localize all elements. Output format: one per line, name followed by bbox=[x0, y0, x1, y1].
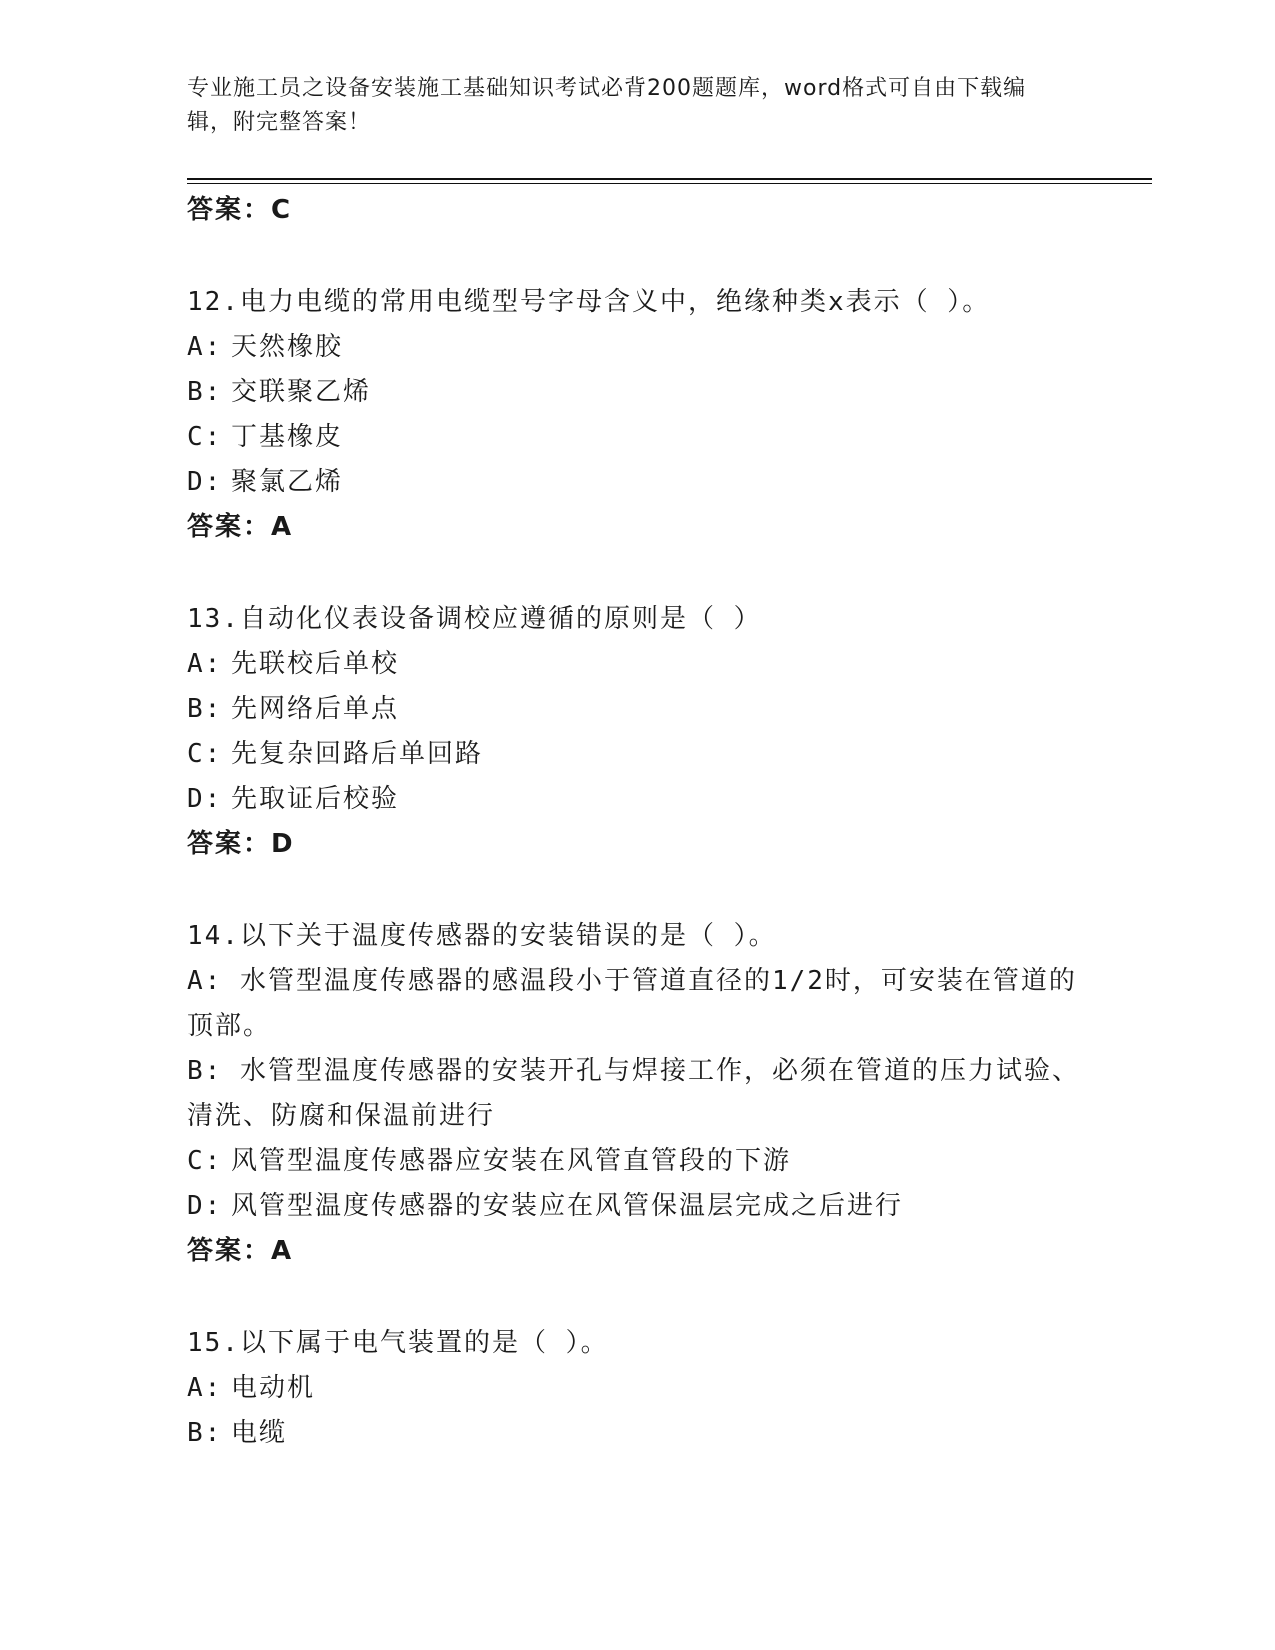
option-item bbox=[187, 1184, 1087, 1229]
option-item bbox=[187, 687, 1087, 732]
option-label: B: bbox=[187, 377, 223, 407]
option-text: 先取证后校验 bbox=[231, 784, 400, 814]
option-label: D: bbox=[187, 1191, 223, 1221]
option-label: B: bbox=[187, 694, 223, 724]
answer-line: 答案：A bbox=[187, 1236, 294, 1266]
option-label: A: bbox=[187, 1373, 223, 1403]
option-item bbox=[187, 959, 1087, 1049]
question-stem: 14.以下关于温度传感器的安装错误的是（ ）。 bbox=[187, 921, 777, 951]
option-text: 先复杂回路后单回路 bbox=[231, 739, 484, 769]
option-text: 先联校后单校 bbox=[231, 649, 400, 679]
answer-line: 答案：D bbox=[187, 829, 295, 859]
option-text: 风管型温度传感器应安装在风管直管段的下游 bbox=[231, 1146, 792, 1176]
option-item bbox=[187, 1049, 1087, 1139]
option-item bbox=[187, 642, 1087, 687]
answer-line: 答案：A bbox=[187, 512, 294, 542]
option-label: C: bbox=[187, 422, 223, 452]
option-label: B: bbox=[187, 1056, 223, 1086]
option-text: 丁基橡皮 bbox=[231, 422, 344, 452]
option-item bbox=[187, 1366, 1087, 1411]
option-item bbox=[187, 1139, 1087, 1184]
option-label: D: bbox=[187, 467, 223, 497]
question-item bbox=[187, 597, 1087, 867]
option-text: 电动机 bbox=[231, 1373, 316, 1403]
document-header: 专业施工员之设备安装施工基础知识考试必背200题题库，word格式可自由下载编辑，附完整答案！ bbox=[187, 76, 1027, 135]
option-text: 先网络后单点 bbox=[231, 694, 400, 724]
option-label: A: bbox=[187, 649, 223, 679]
option-label: C: bbox=[187, 739, 223, 769]
question-item bbox=[187, 1321, 1087, 1456]
option-label: A: bbox=[187, 966, 223, 996]
option-text: 聚氯乙烯 bbox=[231, 467, 344, 497]
option-item bbox=[187, 460, 1087, 505]
question-item bbox=[187, 914, 1087, 1274]
question-stem: 12.电力电缆的常用电缆型号字母含义中，绝缘种类x表示（ ）。 bbox=[187, 287, 991, 317]
header-divider-thin bbox=[187, 183, 1152, 184]
answer-line: 答案：C bbox=[187, 195, 293, 225]
header-divider bbox=[187, 178, 1152, 180]
option-label: B: bbox=[187, 1418, 223, 1448]
option-item bbox=[187, 777, 1087, 822]
option-text: 交联聚乙烯 bbox=[231, 377, 372, 407]
option-text: 天然橡胶 bbox=[231, 332, 344, 362]
question-list bbox=[187, 188, 1087, 1456]
option-text: 电缆 bbox=[231, 1418, 288, 1448]
option-label: D: bbox=[187, 784, 223, 814]
option-item bbox=[187, 415, 1087, 460]
question-item bbox=[187, 280, 1087, 550]
option-label: C: bbox=[187, 1146, 223, 1176]
option-item bbox=[187, 325, 1087, 370]
option-item bbox=[187, 732, 1087, 777]
option-item bbox=[187, 370, 1087, 415]
option-label: A: bbox=[187, 332, 223, 362]
option-text: 风管型温度传感器的安装应在风管保温层完成之后进行 bbox=[231, 1191, 904, 1221]
option-text: 水管型温度传感器的感温段小于管道直径的1/2时，可安装在管道的顶部。 bbox=[187, 966, 1077, 1041]
question-stem: 13.自动化仪表设备调校应遵循的原则是（ ） bbox=[187, 604, 762, 634]
option-item bbox=[187, 1411, 1087, 1456]
option-text: 水管型温度传感器的安装开孔与焊接工作，必须在管道的压力试验、清洗、防腐和保温前进行 bbox=[187, 1056, 1080, 1131]
question-stem: 15.以下属于电气装置的是（ ）。 bbox=[187, 1328, 609, 1358]
